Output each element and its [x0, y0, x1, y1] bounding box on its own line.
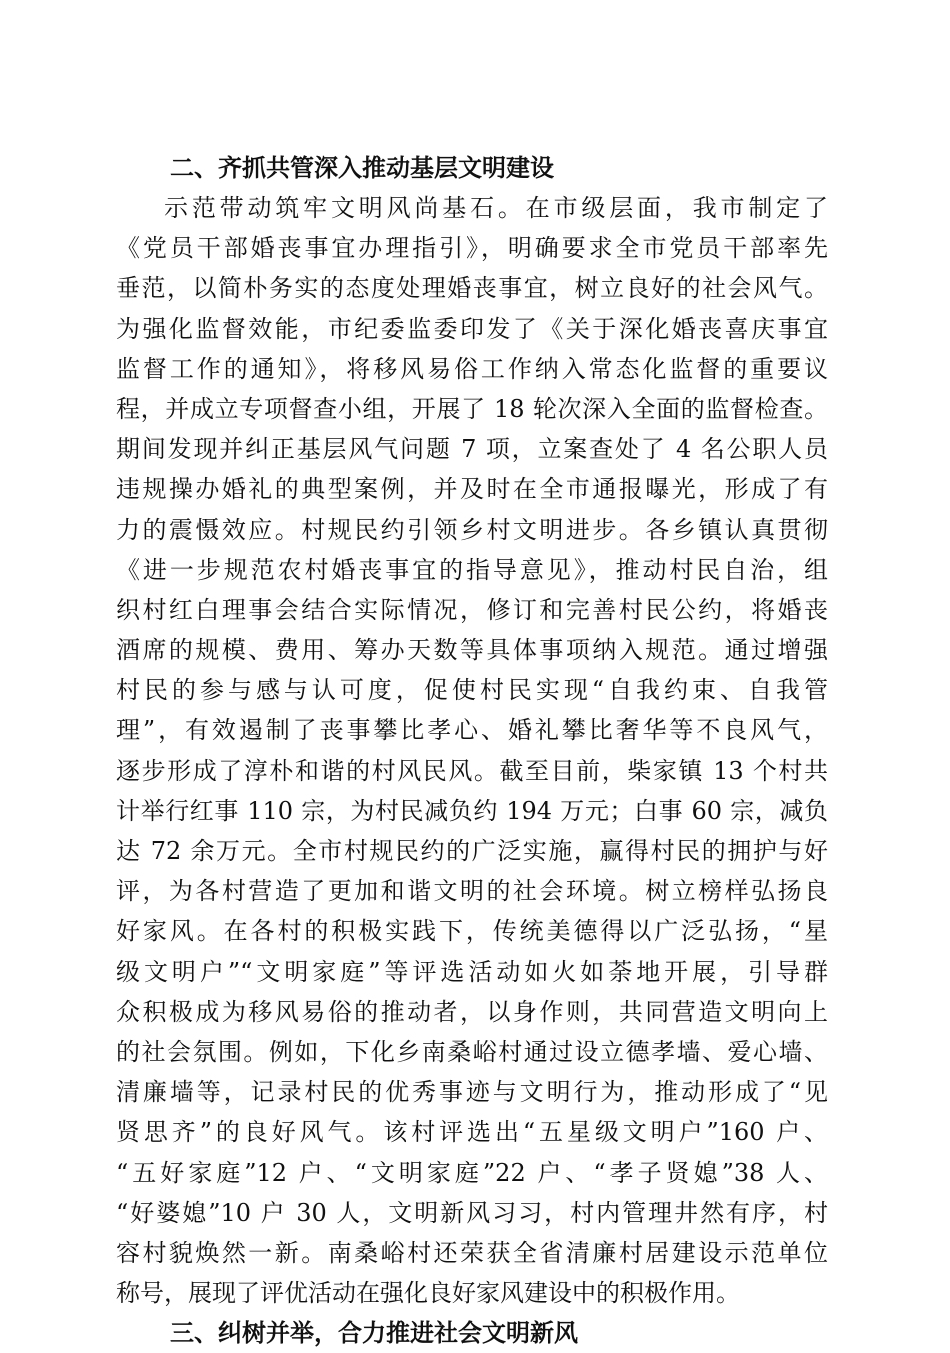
- section-heading-2: 二、齐抓共管深入推动基层文明建设: [170, 154, 554, 182]
- paragraph-line: 《党员干部婚丧事宜办理指引》，明确要求全市党员干部率先: [116, 234, 828, 263]
- paragraph-line: 计举行红事 110 宗，为村民减负约 194 万元；白事 60 宗，减负: [116, 796, 828, 825]
- paragraph-line: 逐步形成了淳朴和谐的村风民风。截至目前，柴家镇 13 个村共: [116, 756, 828, 785]
- document-body: [116, 148, 828, 1353]
- paragraph-line: 为强化监督效能，市纪委监委印发了《关于深化婚丧喜庆事宜: [116, 314, 828, 343]
- paragraph-line: 称号，展现了评优活动在强化良好家风建设中的积极作用。: [116, 1279, 740, 1308]
- paragraph-line: 违规操办婚礼的典型案例，并及时在全市通报曝光，形成了有: [116, 475, 828, 504]
- paragraph-line: 期间发现并纠正基层风气问题 7 项，立案查处了 4 名公职人员: [116, 435, 828, 464]
- paragraph-line: 力的震慑效应。村规民约引领乡村文明进步。各乡镇认真贯彻: [116, 515, 828, 544]
- paragraph-line: 清廉墙等，记录村民的优秀事迹与文明行为，推动形成了“见: [116, 1078, 828, 1107]
- section-heading-3: 三、纠树并举，合力推进社会文明新风: [170, 1319, 578, 1348]
- paragraph-line: 织村红白理事会结合实际情况，修订和完善村民公约，将婚丧: [116, 595, 828, 624]
- paragraph-line: 《进一步规范农村婚丧事宜的指导意见》，推动村民自治，组: [116, 555, 828, 584]
- paragraph-line: 程，并成立专项督查小组，开展了 18 轮次深入全面的监督检查。: [116, 394, 828, 423]
- paragraph-line: 的社会氛围。例如，下化乡南桑峪村通过设立德孝墙、爱心墙、: [116, 1037, 828, 1066]
- paragraph-line: 达 72 余万元。全市村规民约的广泛实施，赢得村民的拥护与好: [116, 837, 828, 865]
- paragraph-line: “五好家庭”12 户、“文明家庭”22 户、“孝子贤媳”38 人、: [116, 1158, 828, 1187]
- paragraph-line: 级文明户”“文明家庭”等评选活动如火如荼地开展，引导群: [116, 957, 828, 986]
- paragraph-line: “好婆媳”10 户 30 人，文明新风习习，村内管理井然有序，村: [116, 1198, 828, 1227]
- paragraph-line: 容村貌焕然一新。南桑峪村还荣获全省清廉村居建设示范单位: [116, 1238, 828, 1267]
- paragraph-line: 村民的参与感与认可度，促使村民实现“自我约束、自我管: [116, 676, 828, 705]
- paragraph-line: 评，为各村营造了更加和谐文明的社会环境。树立榜样弘扬良: [116, 877, 828, 906]
- paragraph-line: 众积极成为移风易俗的推动者，以身作则，共同营造文明向上: [116, 997, 828, 1026]
- paragraph-line: 监督工作的通知》，将移风易俗工作纳入常态化监督的重要议: [116, 354, 828, 383]
- paragraph-line: 酒席的规模、费用、筹办天数等具体事项纳入规范。通过增强: [116, 636, 828, 665]
- paragraph-line: 贤思齐”的良好风气。该村评选出“五星级文明户”160 户、: [116, 1118, 828, 1147]
- paragraph-line: 垂范，以简朴务实的态度处理婚丧事宜，树立良好的社会风气。: [116, 274, 828, 303]
- paragraph-line: 好家风。在各村的积极实践下，传统美德得以广泛弘扬，“星: [116, 917, 828, 946]
- section-2-paragraph: [116, 188, 828, 1313]
- paragraph-line: 理”，有效遏制了丧事攀比孝心、婚礼攀比奢华等不良风气，: [116, 716, 828, 745]
- paragraph-line: 示范带动筑牢文明风尚基石。在市级层面，我市制定了: [164, 194, 828, 222]
